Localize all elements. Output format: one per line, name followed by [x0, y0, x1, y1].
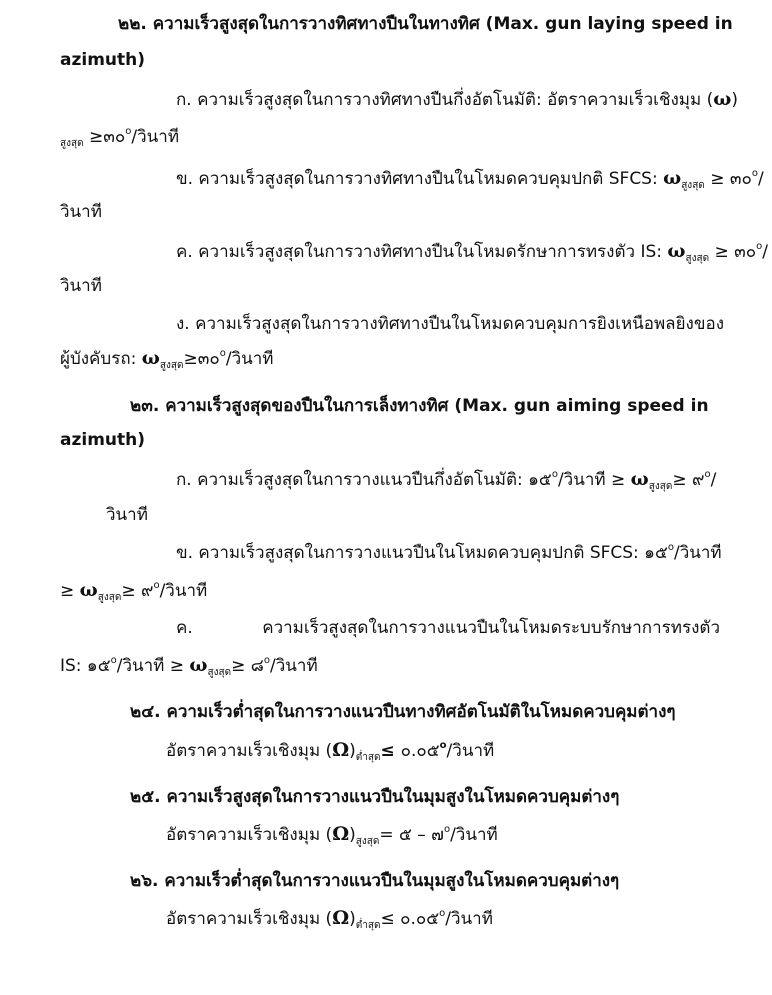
item-22-b-cont: วินาที — [60, 202, 102, 222]
omega-symbol: ω — [667, 240, 686, 262]
omega-symbol: ω — [79, 579, 98, 601]
item-24-detail: อัตราความเร็วเชิงมุม $(\Omega)_{ต่ำสุด}\le$ ๐.๐๕$^o$/วินาที — [166, 739, 495, 763]
item-22-c: ค. ความเร็วสูงสุดในการวางทิศทางปืนในโหมดรักษาการทรงตัว IS: $\omega_{สูงสุด}$ ≥ ๓๐$^o$/ — [176, 240, 768, 264]
item-23-b: ข. ความเร็วสูงสุดในการวางแนวปืนในโหมดควบคุมปกติ SFCS: ๑๕$^o$/วินาที — [176, 542, 722, 563]
item-22-a: ก. ความเร็วสูงสุดในการวางทิศทางปืนกึ่งอัตโนมัติ: อัตราความเร็วเชิงมุม (ω) — [176, 88, 738, 110]
section-22-heading-cont: azimuth) — [60, 50, 146, 70]
item-22-a-cont: $_{สูงสุด}$ ≥๓๐$^o$/วินาที — [60, 126, 180, 149]
item-22-c-cont: วินาที — [60, 276, 102, 296]
section-22-heading-line1: ๒๒. ความเร็วสูงสุดในการวางทิศทางปืนในทางทิศ (Max. gun laying speed in — [118, 14, 733, 34]
capital-omega-symbol: Ω — [332, 739, 350, 761]
degree-mark: o — [263, 655, 270, 666]
degree-mark: o — [219, 348, 226, 359]
item-23-c-cont: IS: ๑๕$^o$/วินาที ≥ $\omega_{สูงสุด}\ge$ ๘$^o$/วินาที — [60, 654, 318, 678]
section-24-heading: ๒๔. ความเร็วต่ำสุดในการวางแนวปืนทางทิศอัตโนมัติในโหมดควบคุมต่างๆ — [130, 702, 676, 722]
degree-mark: o — [704, 469, 711, 480]
item-23-c: ค. ความเร็วสูงสุดในการวางแนวปืนในโหมดระบบรักษาการทรงตัว — [176, 618, 720, 638]
omega-symbol: ω — [630, 468, 649, 490]
omega-symbol: ω — [713, 88, 732, 110]
item-22-d-cont: ผู้บังคับรถ: $\omega_{สูงสุด}\ge$๓๐$^o$/วินาที — [60, 347, 274, 371]
item-23-a: ก. ความเร็วสูงสุดในการวางแนวปืนกึ่งอัตโนมัติ: ๑๕$^o$/วินาที ≥ $\omega_{สูงสุด}\ge$ ๙$^o$/ — [176, 468, 717, 492]
degree-mark: o — [756, 241, 763, 252]
item-22-b: ข. ความเร็วสูงสุดในการวางทิศทางปืนในโหมดควบคุมปกติ SFCS: $\omega_{สูงสุด}$ ≥ ๓๐$^o$/ — [176, 167, 764, 191]
degree-mark: o — [443, 824, 451, 835]
capital-omega-symbol: Ω — [332, 907, 350, 929]
section-23-heading-cont: azimuth) — [60, 430, 146, 450]
section-25-heading: ๒๕. ความเร็วสูงสุดในการวางแนวปืนในมุมสูงในโหมดควบคุมต่างๆ — [130, 787, 620, 807]
degree-mark: o — [751, 168, 758, 179]
section-26-heading: ๒๖. ความเร็วต่ำสุดในการวางแนวปืนในมุมสูงในโหมดควบคุมต่างๆ — [130, 871, 620, 891]
item-22-d: ง. ความเร็วสูงสุดในการวางทิศทางปืนในโหมดควบคุมการยิงเหนือพลยิงของ — [176, 314, 724, 334]
degree-mark: o — [667, 542, 674, 553]
section-23-heading: ๒๓. ความเร็วสูงสุดของปืนในการเล็งทางทิศ (Max. gun aiming speed in — [130, 396, 709, 416]
item-25-detail: อัตราความเร็วเชิงมุม $(\Omega)_{สูงสุด}=$ ๕ – ๗$^o$/วินาที — [166, 823, 498, 847]
degree-mark: o — [125, 126, 132, 137]
item-23-b-cont: ≥ $\omega_{สูงสุด}\ge$ ๙$^o$/วินาที — [60, 579, 208, 603]
omega-symbol: ω — [663, 167, 682, 189]
degree-mark: o — [439, 740, 447, 751]
degree-mark: o — [110, 655, 117, 666]
omega-symbol: ω — [141, 347, 160, 369]
section-22-heading — [118, 12, 733, 36]
item-26-detail: อัตราความเร็วเชิงมุม $(\Omega)_{ต่ำสุด}\le$ ๐.๐๕$^o$/วินาที — [166, 907, 493, 931]
degree-mark: o — [439, 908, 446, 919]
degree-mark: o — [153, 580, 160, 591]
omega-symbol: ω — [189, 654, 208, 676]
capital-omega-symbol: Ω — [332, 823, 350, 845]
degree-mark: o — [551, 469, 558, 480]
item-23-a-cont: วินาที — [106, 505, 148, 525]
